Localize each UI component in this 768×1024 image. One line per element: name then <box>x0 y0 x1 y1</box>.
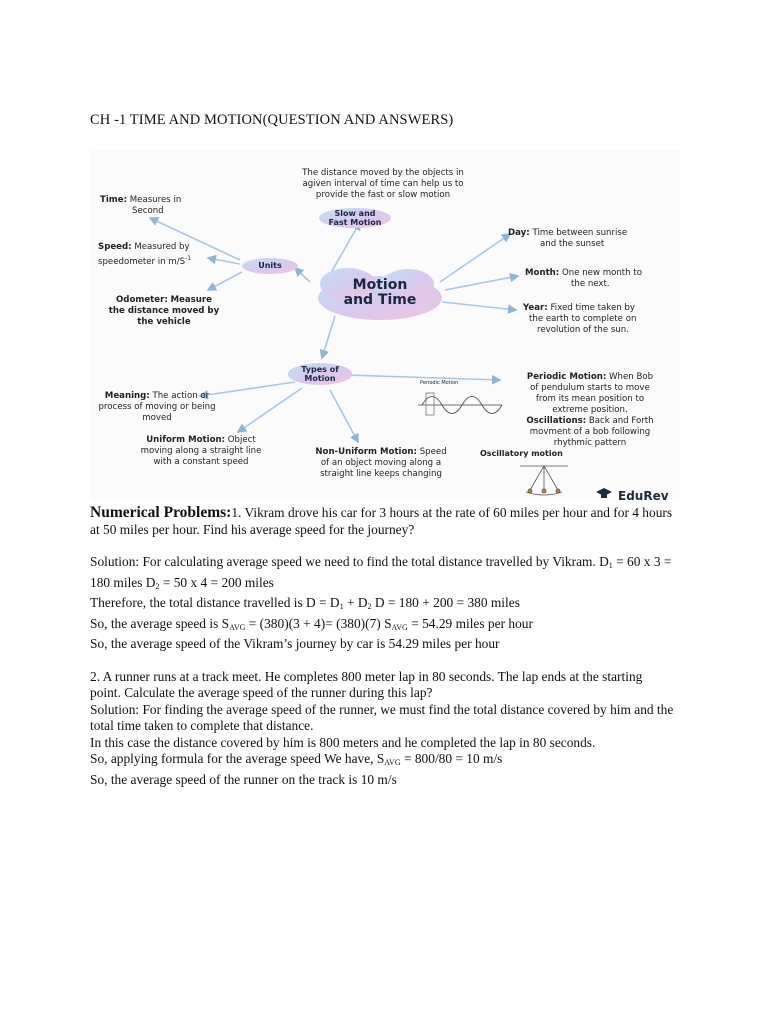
periodic-line2: of pendulum starts to move <box>530 383 650 393</box>
center-label-line1: Motion <box>352 277 408 293</box>
s1-l2-sub2: 2 <box>367 602 372 611</box>
meaning-term: Meaning: <box>104 391 150 401</box>
uniform-line1: Object <box>227 435 256 445</box>
s1-l2-b: + D <box>343 595 368 610</box>
s1-l2-a: Therefore, the total distance travelled is D = D <box>90 595 340 610</box>
month-line1: One new month to <box>561 268 642 278</box>
mind-map <box>90 150 680 503</box>
nonuniform-line1: Speed <box>419 447 447 457</box>
edurev-brand: EduRev <box>618 489 669 503</box>
solution-2-line1: Solution: For finding the average speed of the runner, we must find the total distance covered by him and the total time taken to complete that distance. <box>90 701 674 733</box>
nonuniform-line2: of an object moving along a <box>320 458 442 468</box>
pendulum-figure <box>520 466 568 495</box>
s1-l3-b: = (380)(3 + 4)= (380)(7) S <box>245 615 392 631</box>
question-1 <box>90 505 675 538</box>
s1-sub-d1: 1 <box>608 561 613 570</box>
center-label-line2: and Time <box>343 292 417 308</box>
meaning-line2: process of moving or being <box>98 402 216 412</box>
uniform-motion-note <box>126 435 276 468</box>
oscillatory-motion-label: Oscillatory motion <box>480 449 563 458</box>
year-term: Year: <box>523 303 548 313</box>
s1-text-a: Solution: For calculating average speed we need to find the total distance travelled by Vikram. D <box>90 554 609 569</box>
oscillations-term: Oscillations: <box>526 416 587 426</box>
s1-l3-a: So, the average speed is S <box>90 615 230 631</box>
slow-fast-label <box>322 209 388 227</box>
speed-line1: Measured by <box>134 242 190 252</box>
speed-unit-note <box>98 242 228 268</box>
time-unit-note <box>100 195 220 217</box>
slow-fast-label-line2: Fast Motion <box>328 218 382 227</box>
time-line1: Measures in <box>129 195 182 205</box>
s1-text-b: = 60 x 3 = 180 miles D <box>90 554 672 590</box>
year-line1: Fixed time taken by <box>550 303 635 313</box>
oscillations-line3: rhythmic pattern <box>553 438 627 448</box>
solution-2-line3 <box>90 751 675 772</box>
year-line2: the earth to complete on <box>529 314 637 324</box>
periodic-line3: from its mean position to <box>535 394 645 404</box>
time-line2: Second <box>132 206 164 216</box>
nonuniform-line3: straight line keeps changing <box>320 469 442 479</box>
odometer-line1: Measure <box>170 295 212 305</box>
edurev-logo-icon <box>596 488 612 498</box>
s2-l3-b: = 800/80 = 10 m/s <box>400 751 503 766</box>
month-term: Month: <box>525 268 560 278</box>
day-term: Day: <box>508 228 530 238</box>
solution-2-line4: So, the average speed of the runner on the track is 10 m/s <box>90 771 397 787</box>
periodic-motion-note <box>500 372 680 449</box>
slow-fast-desc-line2: agiven interval of time can help us to <box>302 179 464 189</box>
time-term: Time: <box>100 195 128 205</box>
s1-l2-sub1: 1 <box>339 602 344 611</box>
s2-l3-a: So, applying formula for the average speed We have, S <box>90 751 385 766</box>
s1-l2-c: D = 180 + 200 = 380 miles <box>371 595 520 610</box>
solution-2-line2: In this case the distance covered by him is 800 meters and he completed the lap in 80 seconds. <box>90 734 596 750</box>
slow-fast-description <box>278 168 488 201</box>
periodic-line4: extreme position. <box>552 405 628 415</box>
question-1-text: 1. Vikram drove his car for 3 hours at the rate of 60 miles per hour and for 4 hours at 50 miles per hour. Find his average speed for the journey? <box>90 505 673 537</box>
day-line1: Time between sunrise <box>532 228 628 238</box>
types-label-line2: Motion <box>304 374 336 383</box>
non-uniform-motion-note <box>296 447 466 480</box>
s1-text-c: = 50 x 4 = 200 miles <box>159 574 274 590</box>
meaning-note <box>92 391 222 424</box>
odometer-note <box>94 295 234 328</box>
day-note <box>508 228 678 250</box>
speed-sup: -1 <box>185 255 192 262</box>
speed-term: Speed: <box>98 242 132 252</box>
oscillations-line1: Back and Forth <box>588 416 654 426</box>
center-label <box>330 278 430 308</box>
wave-figure <box>418 393 502 415</box>
s2-l3-sub: AVG <box>384 758 401 767</box>
meaning-line3: moved <box>142 413 172 423</box>
odometer-term: Odometer: <box>116 295 168 305</box>
solution-1-line3 <box>90 616 675 637</box>
solution-1-line4: So, the average speed of the Vikram’s journey by car is 54.29 miles per hour <box>90 636 500 651</box>
units-label: Units <box>258 261 282 270</box>
uniform-line3: with a constant speed <box>153 457 249 467</box>
odometer-line3: the vehicle <box>137 317 191 327</box>
oscillations-line2: movment of a bob following <box>529 427 651 437</box>
nonuniform-term: Non-Uniform Motion: <box>315 447 417 457</box>
periodic-line1: When Bob <box>609 372 654 382</box>
solution-1-line1 <box>90 554 675 595</box>
question-2: 2. A runner runs at a track meet. He completes 800 meter lap in 80 seconds. The lap ends at the starting point. Calculate the average speed of the runner during this lap? <box>90 668 643 700</box>
slow-fast-desc-line1: The distance moved by the objects in <box>302 168 464 178</box>
uniform-term: Uniform Motion: <box>146 435 226 445</box>
uniform-line2: moving along a straight line <box>140 446 262 456</box>
numerical-problems <box>90 505 675 788</box>
month-line2: the next. <box>571 279 610 289</box>
s1-l3-c: = 54.29 miles per hour <box>407 615 533 631</box>
slow-fast-desc-line3: provide the fast or slow motion <box>315 190 451 200</box>
year-line3: revolution of the sun. <box>537 325 629 335</box>
day-line2: and the sunset <box>540 239 605 249</box>
speed-line2: speedometer in m/S <box>98 256 186 267</box>
page-title: CH -1 TIME AND MOTION(QUESTION AND ANSWERS) <box>90 112 454 128</box>
periodic-term: Periodic Motion: <box>526 372 607 382</box>
odometer-line2: the distance moved by <box>108 306 220 316</box>
types-label <box>290 365 350 383</box>
s1-sub-d2: 2 <box>155 581 160 591</box>
numerical-heading: Numerical Problems: <box>90 504 232 521</box>
slow-fast-label-line1: Slow and <box>334 209 376 218</box>
s1-l3-sub2: AVG <box>391 622 408 632</box>
periodic-small-label: Periodic Motion <box>420 380 459 386</box>
year-note <box>523 303 680 336</box>
meaning-line1: The action or <box>152 391 210 401</box>
types-label-line1: Types of <box>301 365 339 374</box>
s1-l3-sub1: AVG <box>229 622 246 632</box>
solution-1-line2 <box>90 595 675 616</box>
month-note <box>525 268 675 290</box>
